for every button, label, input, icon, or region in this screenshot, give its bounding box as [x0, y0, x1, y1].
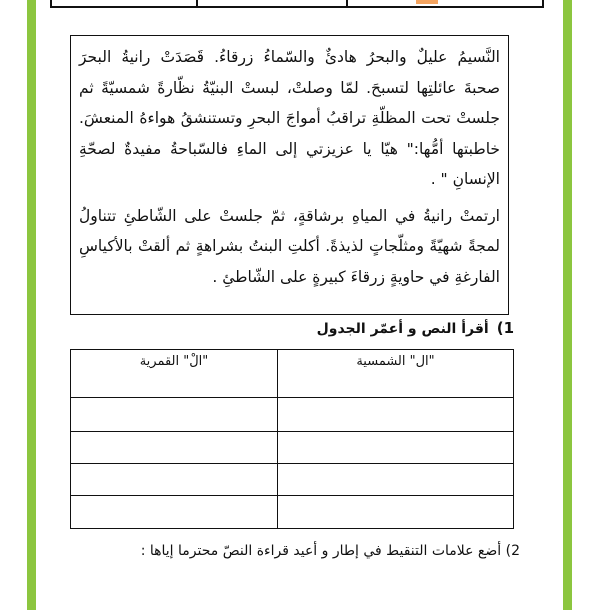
question-1-text: أقرأ النص و أعمّر الجدول — [316, 321, 489, 337]
right-page-border — [563, 0, 572, 610]
top-cell-divider — [346, 0, 348, 6]
passage-paragraph-2: ارتمتْ رانيةُ في المياهِ برشاقةٍ، ثمّ جلستْ على الشّاطئِ تتناولُ لمجةً شهيّةً ومثلّجاتٍ لذيذةً. أكلتِ البنتُ بشراهةٍ ثم ألقتْ بالأكياسِ الفارغةِ في حاويةٍ زرقاءَ كبيرةٍ على الشّاطئِ . — [79, 206, 500, 286]
left-page-border — [27, 0, 36, 610]
column-header-solar: "ال" الشمسية — [278, 350, 514, 398]
answer-cell[interactable] — [71, 432, 278, 464]
top-cell-divider — [542, 0, 544, 6]
answer-cell[interactable] — [71, 496, 278, 529]
answer-table — [70, 349, 514, 529]
answer-cell[interactable] — [278, 432, 514, 464]
top-table-remnant — [50, 0, 544, 8]
answer-cell[interactable] — [71, 398, 278, 432]
question-2: 2) أضع علامات التنقيط في إطار و أعيد قراءة النصّ محترما إياها : — [140, 543, 520, 559]
question-1 — [70, 318, 514, 339]
answer-cell[interactable] — [278, 496, 514, 529]
question-1-number: 1) — [496, 319, 514, 337]
reading-passage-box — [70, 35, 509, 315]
answer-cell[interactable] — [278, 464, 514, 496]
answer-cell[interactable] — [278, 398, 514, 432]
column-header-lunar: "الْ" القمرية — [71, 350, 278, 398]
top-cell-divider — [196, 0, 198, 6]
passage-paragraph-1: النَّسيمُ عليلٌ والبحرُ هادئٌ والسّماءُ زرقاءُ. قَصَدَتْ رانيةُ البحرَ صحبةَ عائلتِها لتسبحَ. لمّا وصلتْ، لبستْ البنيّةُ نظّارةً شمسيّةً ثم جلستْ تحت المظلّةِ تراقبُ أمواجَ البحرِ وتستنشقُ هواءهُ المنعشَ. خاطبتها أمُّها:" هيّا يا عزيزتي إلى الماءِ فالسّباحةُ مفيدةٌ لصحّةِ الإنسانِ " . — [79, 48, 500, 188]
answer-cell[interactable] — [71, 464, 278, 496]
orange-mark — [416, 0, 438, 4]
top-cell-divider — [50, 0, 52, 6]
